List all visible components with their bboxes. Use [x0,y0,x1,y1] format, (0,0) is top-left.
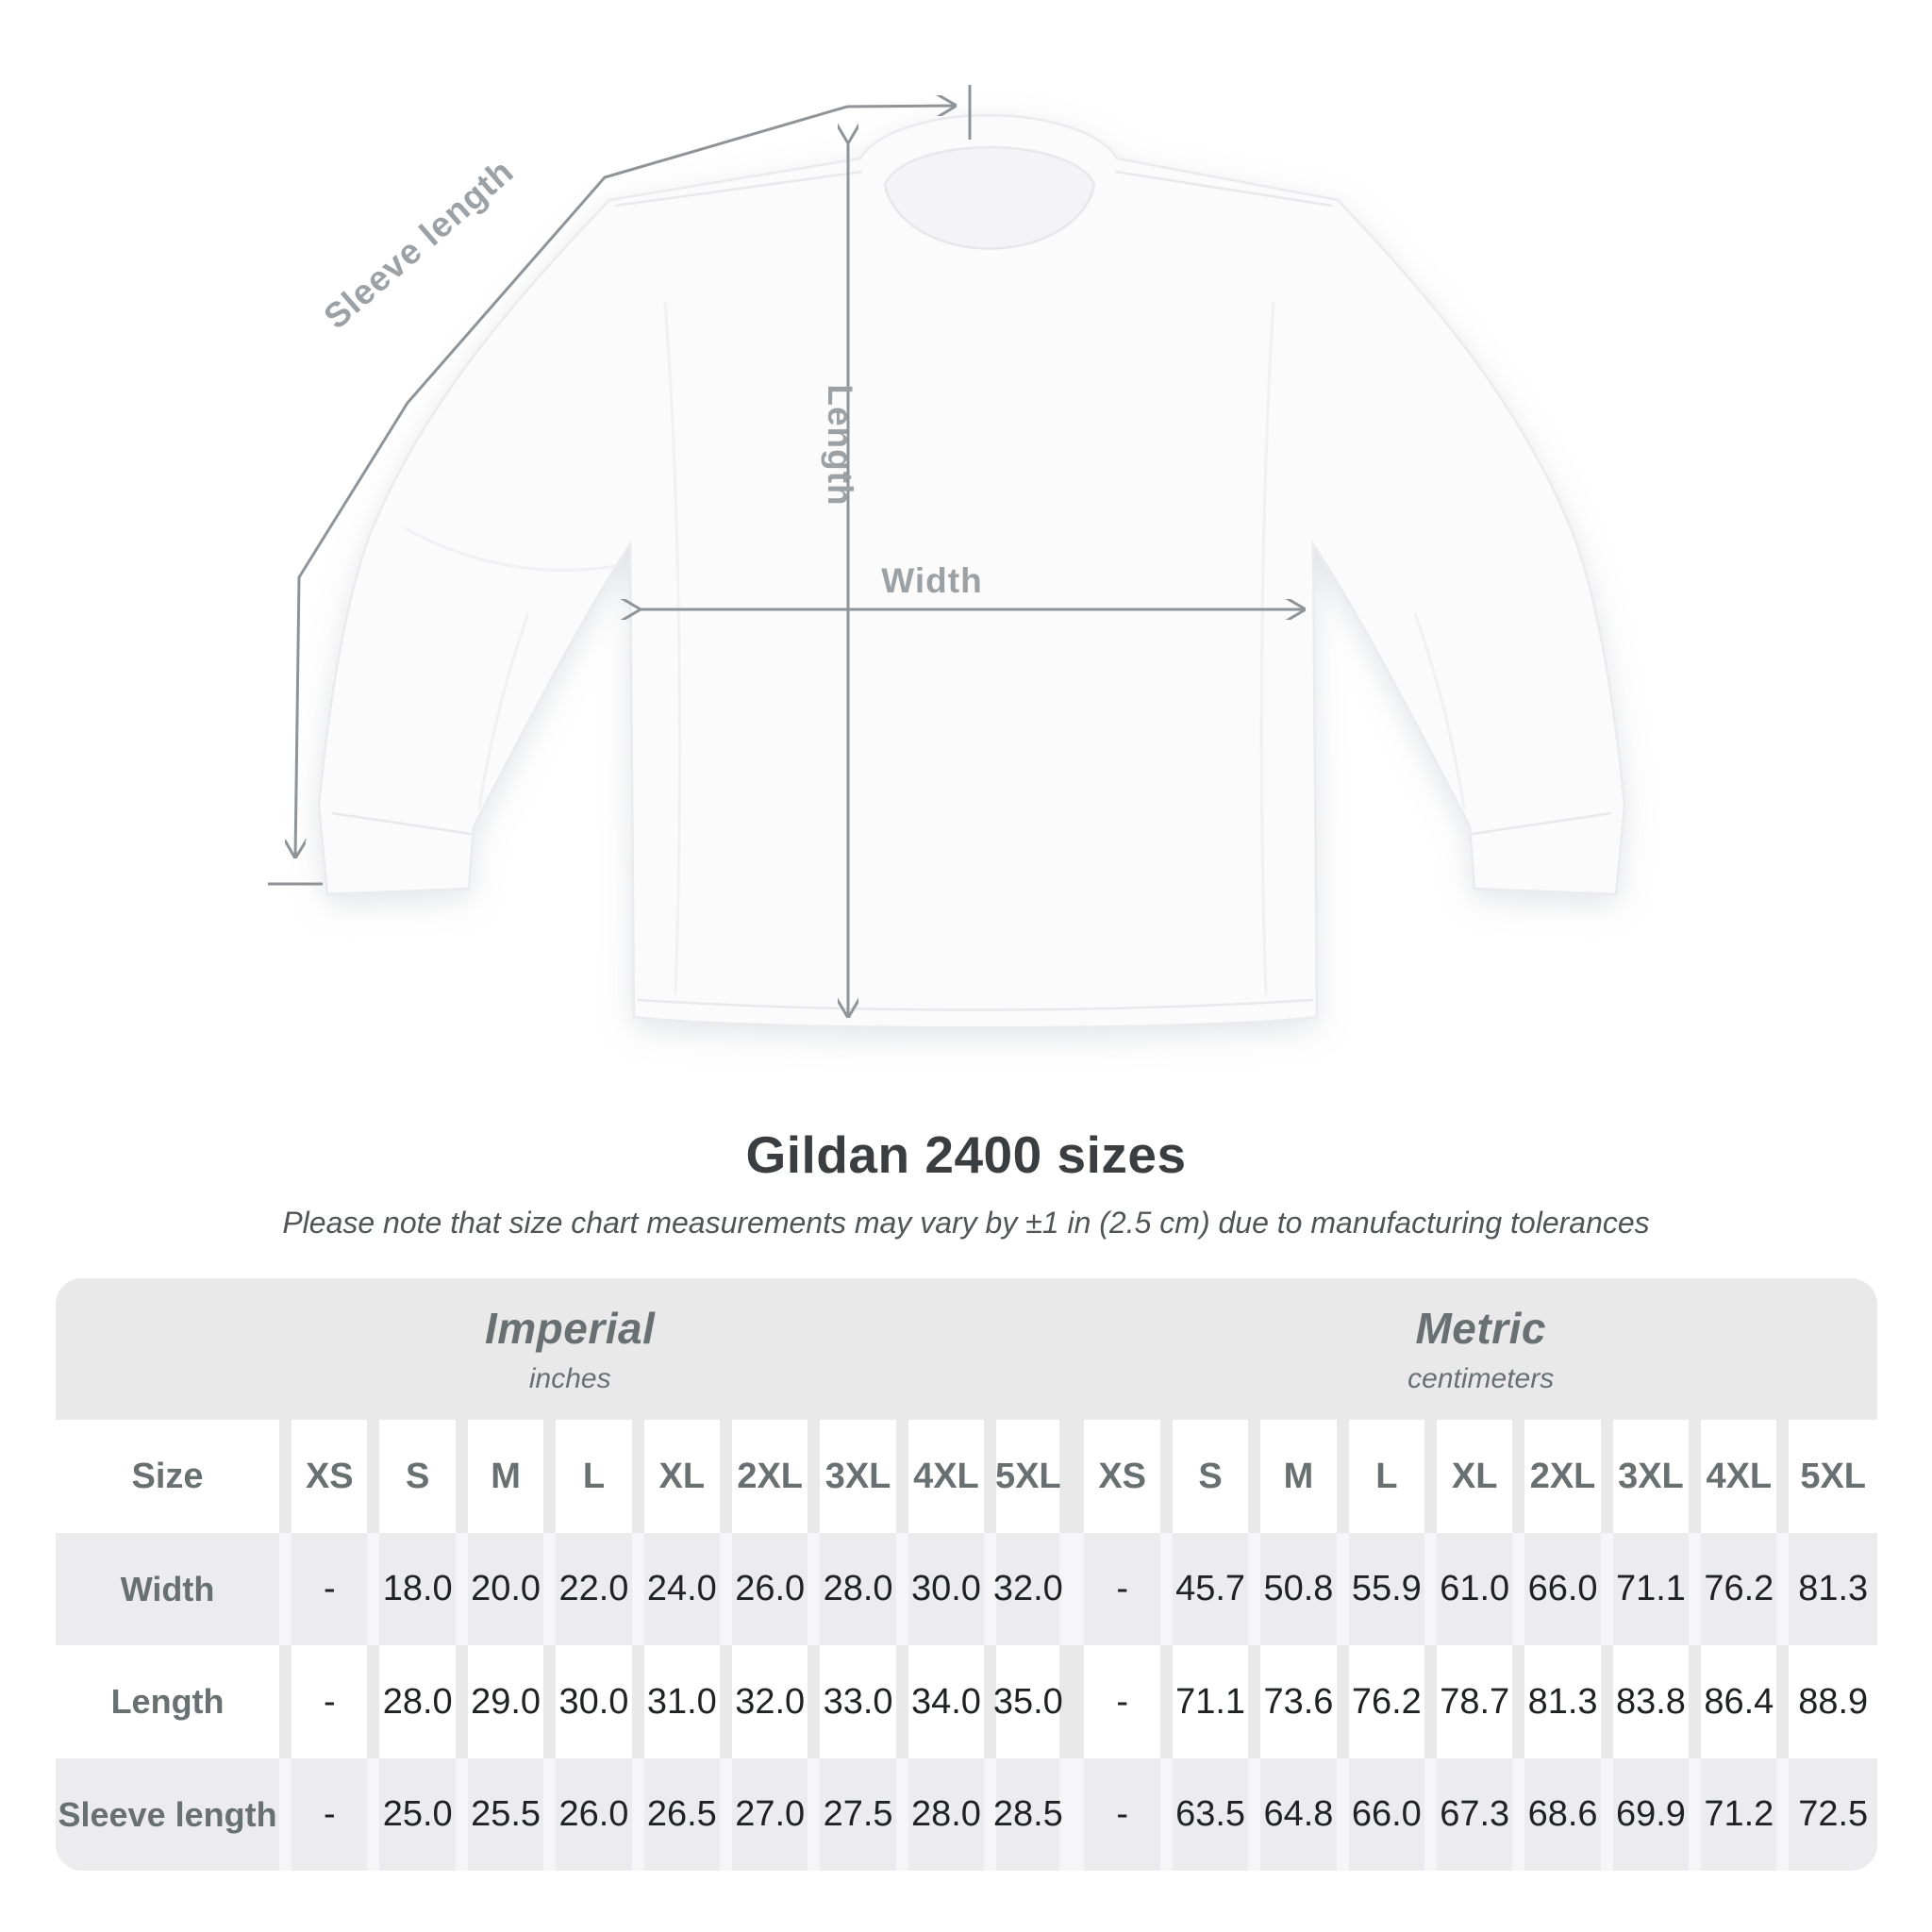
row-label: Sleeve length [56,1758,291,1871]
table-cell: 30.0 [908,1533,996,1645]
metric-heading: Metric [1415,1304,1546,1353]
table-cell: 67.3 [1437,1758,1524,1871]
table-cell: - [1084,1758,1172,1871]
table-cell: 26.5 [644,1758,732,1871]
tolerance-note: Please note that size chart measurements may vary by ±1 in (2.5 cm) due to manufacturing tolerances [282,1206,1650,1240]
table-cell: - [1084,1645,1172,1758]
table-cell: 27.0 [732,1758,820,1871]
table-cell: 66.0 [1524,1533,1612,1645]
table-cell: 73.6 [1260,1645,1348,1758]
table-cell: 22.0 [556,1533,643,1645]
table-cell: 28.5 [996,1758,1084,1871]
table-cell: 76.2 [1701,1533,1789,1645]
table-row [56,1758,1877,1871]
column-header: XS [1084,1420,1172,1533]
unit-group-imperial [56,1278,1084,1420]
table-cell: 25.5 [468,1758,556,1871]
imperial-subheading: inches [528,1363,611,1394]
column-header: M [468,1420,556,1533]
table-cell: 45.7 [1173,1533,1260,1645]
column-header: L [1349,1420,1437,1533]
table-cell: - [291,1533,379,1645]
row-label: Width [56,1533,291,1645]
length-label: Length [821,384,859,507]
table-cell: 26.0 [732,1533,820,1645]
imperial-heading: Imperial [485,1304,656,1353]
table-cell: 71.1 [1173,1645,1260,1758]
table-cell: 66.0 [1349,1758,1437,1871]
column-header: S [1173,1420,1260,1533]
table-cell: 72.5 [1798,1794,1869,1834]
table-cell: 31.0 [644,1645,732,1758]
unit-group-metric [1084,1278,1877,1420]
width-label: Width [881,561,983,600]
table-cell: 68.6 [1524,1758,1612,1871]
table-cell: 27.5 [820,1758,908,1871]
table-cell: 20.0 [468,1533,556,1645]
metric-subheading: centimeters [1407,1363,1555,1394]
table-cell: 69.9 [1613,1758,1701,1871]
column-header: XL [1437,1420,1524,1533]
table-cell: 83.8 [1613,1645,1701,1758]
table-cell: 55.9 [1349,1533,1437,1645]
column-header: 5XL [1800,1456,1867,1496]
table-header-row [56,1420,1877,1533]
table-cell: 33.0 [820,1645,908,1758]
table-cell: - [291,1645,379,1758]
column-header: 2XL [1524,1420,1612,1533]
table-cell: 50.8 [1260,1533,1348,1645]
table-row [56,1645,1877,1758]
row-label: Length [56,1645,291,1758]
table-cell: 18.0 [379,1533,467,1645]
sleeve-length-label: Sleeve length [316,151,522,337]
table-cell: 26.0 [556,1758,643,1871]
table-cell: 28.0 [820,1533,908,1645]
table-cell: 24.0 [644,1533,732,1645]
table-cell: 30.0 [556,1645,643,1758]
column-header: 4XL [1701,1420,1789,1533]
table-row [56,1533,1877,1645]
table-cell: 35.0 [996,1645,1084,1758]
table-cell: 86.4 [1701,1645,1789,1758]
table-cell: - [291,1758,379,1871]
table-cell: 81.3 [1798,1569,1869,1608]
column-header: 5XL [996,1420,1084,1533]
column-header: L [556,1420,643,1533]
table-cell: 29.0 [468,1645,556,1758]
table-cell: 71.1 [1613,1533,1701,1645]
unit-header-band [56,1278,1877,1420]
page-title: Gildan 2400 sizes [745,1125,1187,1184]
table-cell: 76.2 [1349,1645,1437,1758]
column-header: 3XL [1613,1420,1701,1533]
column-header: XL [644,1420,732,1533]
table-cell: 78.7 [1437,1645,1524,1758]
table-cell: 71.2 [1701,1758,1789,1871]
column-header: 3XL [820,1420,908,1533]
column-header: M [1260,1420,1348,1533]
caption [0,1124,1932,1241]
column-header: XS [291,1420,379,1533]
table-cell: 28.0 [908,1758,996,1871]
column-header: 4XL [908,1420,996,1533]
size-table [56,1278,1877,1871]
size-column-header: Size [56,1420,291,1533]
column-header: 2XL [732,1420,820,1533]
table-cell: 64.8 [1260,1758,1348,1871]
table-cell: 88.9 [1798,1681,1869,1722]
table-cell: 28.0 [379,1645,467,1758]
table-cell: - [1084,1533,1172,1645]
table-cell: 63.5 [1173,1758,1260,1871]
size-table-rows [56,1420,1877,1871]
table-cell: 61.0 [1437,1533,1524,1645]
table-cell: 34.0 [908,1645,996,1758]
table-cell: 25.0 [379,1758,467,1871]
table-cell: 32.0 [996,1533,1084,1645]
table-cell: 32.0 [732,1645,820,1758]
table-cell: 81.3 [1524,1645,1612,1758]
column-header: S [379,1420,467,1533]
